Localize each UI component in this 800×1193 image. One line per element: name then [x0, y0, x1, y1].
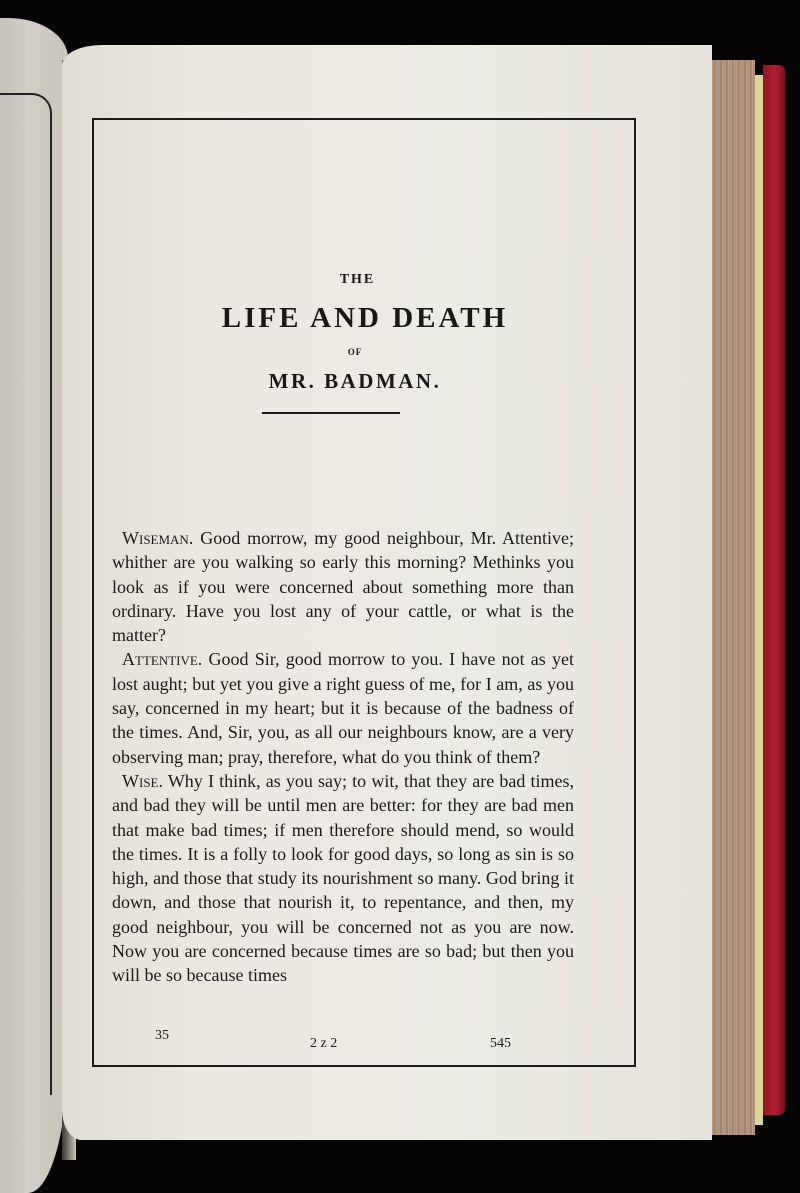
endpaper-edge [755, 75, 763, 1125]
dialogue-body [112, 526, 574, 988]
page-footer [100, 1028, 580, 1051]
paragraph-text: Why I think, as you say; to wit, that they are bad times, and bad they will be until men are better: for they are bad men that make bad times; if men therefore should mend, so would the times. It is a folly to look for good days, so long as sin is so high, and those that study its nourishment so many. God bring it down, and those that nourish it, to repentance, and then, my good neighbour, you will be concerned not as you are now. Now you are concerned because times are so bad; but then you will be so because times [112, 770, 574, 986]
paragraph-wiseman [112, 526, 574, 647]
speaker-label: Wise. [122, 770, 163, 791]
page-number: 545 [490, 1036, 511, 1051]
left-page [0, 18, 68, 1193]
paragraph-text: Good morrow, my good neighbour, Mr. Attentive; whither are you walking so early this morning? Methinks you look as if you were concerned about something more than ordinary. Have you lost any of your cattle, or what is the matter? [112, 528, 574, 646]
paragraph-wise [112, 769, 574, 988]
signature-number: 35 [155, 1028, 169, 1043]
title-the: THE [339, 272, 376, 287]
paragraph-attentive [112, 647, 574, 768]
title-rule [262, 412, 400, 414]
title-of: OF [347, 347, 363, 357]
title-main: LIFE AND DEATH [221, 302, 509, 334]
speaker-label: Attentive. [122, 649, 203, 670]
title-subject: MR. BADMAN. [268, 369, 442, 393]
signature-mark: 2 z 2 [310, 1036, 338, 1051]
book-cover [763, 65, 785, 1115]
speaker-label: Wiseman. [122, 528, 194, 548]
paragraph-text: Good Sir, good morrow to you. I have not as yet lost aught; but yet you give a right guess of me, for I am, as you say, concerned in my heart; but it is because of the badness of the times. And, Sir, you, as all our neighbours know, are a very observing man; pray, therefore, what do you think of them? [112, 649, 574, 767]
page-edges [705, 60, 755, 1135]
left-page-border [0, 93, 52, 1095]
title-block [100, 272, 570, 414]
